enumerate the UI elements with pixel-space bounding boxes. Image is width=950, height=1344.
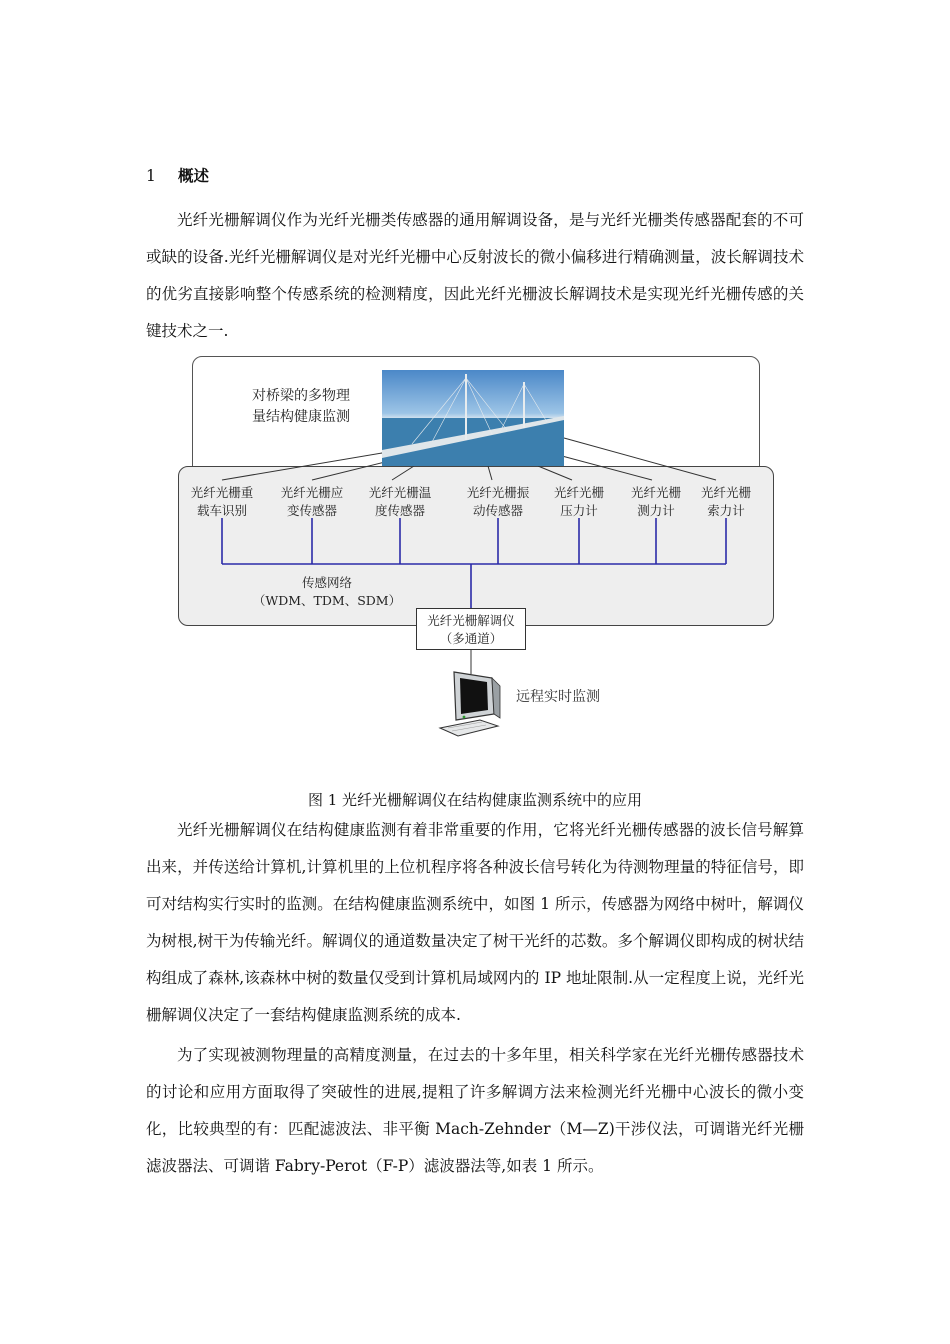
sensor-label: 索力计 xyxy=(707,503,745,518)
sensor-cable-force xyxy=(696,484,756,520)
demodulator-label-line1: 光纤光栅解调仪 xyxy=(427,613,515,628)
sensor-label: 变传感器 xyxy=(286,503,337,518)
remote-monitoring-label: 远程实时监测 xyxy=(516,689,600,705)
sensor-label: 光纤光栅 xyxy=(553,485,604,500)
sensor-network-label xyxy=(252,574,402,610)
sensor-label: 光纤光栅 xyxy=(700,485,751,500)
bridge-label-line2: 量结构健康监测 xyxy=(252,409,350,425)
demodulator-box xyxy=(416,608,526,650)
sensor-label: 光纤光栅重 xyxy=(190,485,254,500)
sensor-pressure xyxy=(549,484,609,520)
sensor-label: 测力计 xyxy=(637,503,675,518)
bridge-monitoring-label xyxy=(252,386,372,428)
section-number: 1 xyxy=(146,167,156,185)
paragraph-1: 光纤光栅解调仪作为光纤光栅类传感器的通用解调设备，是与光纤光栅类传感器配套的不可或缺的设备.光纤光栅解调仪是对光纤光栅中心反射波长的微小偏移进行精确测量，波长解调技术的优劣直接影响整个传感系统的检测精度，因此光纤光栅波长解调技术是实现光纤光栅传感的关键技术之一. xyxy=(146,211,804,340)
paragraph-3: 为了实现被测物理量的高精度测量，在过去的十多年里，相关科学家在光纤光栅传感器技术的讨论和应用方面取得了突破性的进展,提粗了许多解调方法来检测光纤光栅中心波长的微小变化，比较典型的有：匹配滤波法、非平衡 Mach-Zehnder（M—Z)干涉仪法，可调谐光纤光栅滤波器法、可调谐 Fabry-Perot（F-P）滤波器法等,如表 1 所示。 xyxy=(146,1046,804,1175)
section-heading xyxy=(146,164,209,186)
network-label-line2: （WDM、TDM、SDM） xyxy=(252,593,402,608)
sensor-label: 光纤光栅应 xyxy=(280,485,344,500)
paragraph-2: 光纤光栅解调仪在结构健康监测有着非常重要的作用，它将光纤光栅传感器的波长信号解算出来，并传送给计算机,计算机里的上位机程序将各种波长信号转化为待测物理量的特征信号，即可对结构实行实时的监测。在结构健康监测系统中，如图 1 所示，传感器为网络中树叶，解调仪为树根,树干为传输光纤。解调仪的通道数量决定了树干光纤的芯数。多个解调仪即构成的树状结构组成了森林,该森林中树的数量仅受到计算机局域网内的 IP 地址限制.从一定程度上说，光纤光栅解调仪决定了一套结构健康监测系统的成本. xyxy=(146,821,804,1024)
sensor-label: 动传感器 xyxy=(472,503,523,518)
sensor-label: 压力计 xyxy=(560,503,598,518)
sensor-label: 光纤光栅振 xyxy=(466,485,530,500)
sensor-force xyxy=(626,484,686,520)
sensor-label: 光纤光栅 xyxy=(630,485,681,500)
sensor-strain xyxy=(278,484,346,520)
figure-caption: 图 1 光纤光栅解调仪在结构健康监测系统中的应用 xyxy=(307,791,643,809)
figure-1 xyxy=(178,356,774,746)
bridge-photo xyxy=(382,370,564,466)
sensor-label: 光纤光栅温 xyxy=(368,485,432,500)
sensor-label: 载车识别 xyxy=(196,503,247,518)
sensor-weigh-in-motion xyxy=(188,484,256,520)
sensor-vibration xyxy=(464,484,532,520)
network-label-line1: 传感网络 xyxy=(301,575,352,590)
sensor-label: 度传感器 xyxy=(374,503,425,518)
sensor-temperature xyxy=(366,484,434,520)
demodulator-label-line2: （多通道） xyxy=(439,631,503,646)
computer-icon xyxy=(434,670,510,740)
section-title: 概述 xyxy=(178,166,210,185)
bridge-label-line1: 对桥梁的多物理 xyxy=(252,388,350,404)
